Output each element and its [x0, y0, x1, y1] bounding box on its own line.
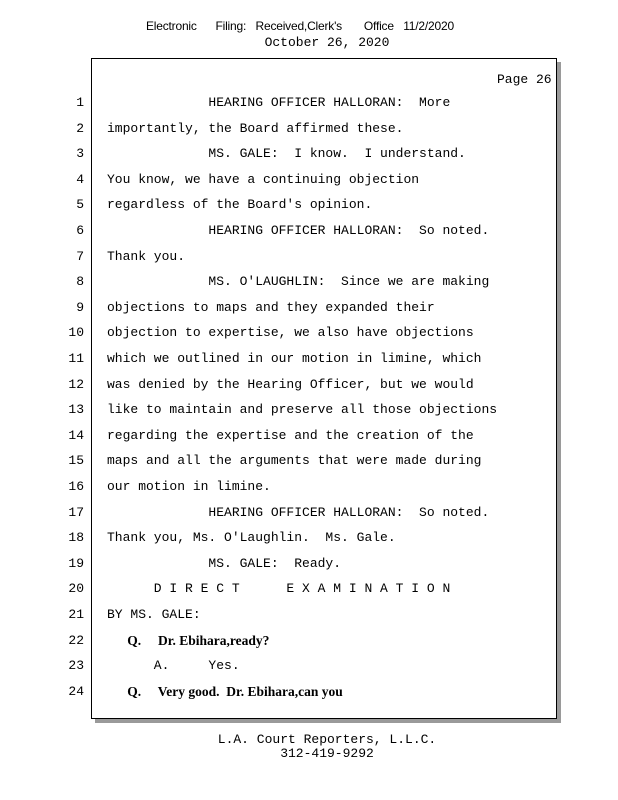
transcript-line — [0, 172, 560, 188]
line-number: 15 — [68, 453, 84, 469]
line-number: 14 — [68, 427, 84, 443]
transcript-line — [0, 581, 560, 597]
transcript-line — [0, 428, 560, 444]
line-number: 16 — [68, 479, 84, 494]
line-text: Q. Dr. Ebihara,ready? — [107, 632, 270, 648]
page-number: Page 26 — [497, 72, 552, 87]
filing-stamp: Electronic Filing: Received,Clerk's Office 11/2/2020 — [146, 19, 454, 33]
line-number: 19 — [68, 555, 84, 571]
transcript-line — [0, 325, 560, 341]
reporter-phone: 312-419-9292 — [280, 746, 374, 761]
line-text: MS. GALE: I know. I understand. — [107, 146, 466, 162]
transcript-line — [0, 249, 560, 265]
transcript-line — [0, 505, 560, 521]
transcript-line — [0, 479, 560, 495]
footer — [18, 733, 618, 761]
transcript-line — [0, 197, 560, 213]
transcript-line — [0, 300, 560, 316]
transcript-line — [0, 351, 560, 367]
transcript-line — [0, 121, 560, 137]
line-text: BY MS. GALE: — [107, 607, 201, 622]
line-number: 3 — [76, 146, 84, 162]
transcript-line — [0, 556, 560, 572]
line-text: HEARING OFFICER HALLORAN: So noted. — [107, 504, 490, 520]
reporter-name: L.A. Court Reporters, L.L.C. — [217, 732, 437, 747]
transcript-line — [0, 377, 560, 393]
line-number: 23 — [68, 658, 84, 674]
line-text: which we outlined in our motion in limine, which — [107, 351, 482, 366]
line-text: Q. Very good. Dr. Ebihara,can you — [107, 683, 343, 699]
line-number: 22 — [68, 632, 84, 648]
transcript-line — [0, 684, 560, 700]
line-number: 17 — [68, 504, 84, 520]
line-number: 5 — [76, 197, 84, 213]
line-text: HEARING OFFICER HALLORAN: More — [107, 95, 451, 110]
line-number: 20 — [68, 581, 84, 597]
line-number: 6 — [76, 223, 84, 238]
line-text: was denied by the Hearing Officer, but we would — [107, 376, 474, 392]
transcript-line — [0, 95, 560, 111]
line-number: 7 — [76, 248, 84, 264]
line-number: 21 — [68, 607, 84, 622]
line-text: You know, we have a continuing objection — [107, 171, 420, 187]
line-text: like to maintain and preserve all those objections — [107, 402, 498, 418]
transcript-line — [0, 274, 560, 290]
line-number: 11 — [68, 351, 84, 366]
line-number: 8 — [76, 274, 84, 290]
line-text: Thank you. — [107, 248, 186, 264]
transcript-date: October 26, 2020 — [264, 35, 390, 50]
line-number: 12 — [68, 376, 84, 392]
line-number: 18 — [68, 530, 84, 546]
line-text: Thank you, Ms. O'Laughlin. Ms. Gale. — [107, 530, 396, 546]
line-number: 1 — [76, 95, 84, 110]
line-text: objections to maps and they expanded their — [107, 299, 435, 315]
transcript-line — [0, 402, 560, 418]
line-number: 9 — [76, 299, 84, 315]
line-number: 4 — [76, 171, 84, 187]
line-number: 24 — [68, 683, 84, 699]
line-number: 10 — [68, 325, 84, 341]
line-text: MS. GALE: Ready. — [107, 555, 342, 571]
line-number: 13 — [68, 402, 84, 418]
transcript-line — [0, 607, 560, 623]
line-text: our motion in limine. — [107, 479, 271, 494]
transcript-line — [0, 223, 560, 239]
transcript-line — [0, 633, 560, 649]
line-text: A. Yes. — [107, 658, 240, 674]
line-text: regardless of the Board's opinion. — [107, 197, 373, 213]
transcript-line — [0, 530, 560, 546]
line-text: importantly, the Board affirmed these. — [107, 120, 404, 136]
line-number: 2 — [76, 120, 84, 136]
line-text: HEARING OFFICER HALLORAN: So noted. — [107, 223, 490, 238]
line-text: D I R E C T E X A M I N A T I O N — [107, 581, 451, 597]
line-text: objection to expertise, we also have objections — [107, 325, 474, 341]
line-text: maps and all the arguments that were made during — [107, 453, 482, 469]
line-text: MS. O'LAUGHLIN: Since we are making — [107, 274, 490, 290]
transcript-line — [0, 453, 560, 469]
line-text: regarding the expertise and the creation of the — [107, 427, 474, 443]
transcript-line — [0, 658, 560, 674]
transcript-line — [0, 146, 560, 162]
